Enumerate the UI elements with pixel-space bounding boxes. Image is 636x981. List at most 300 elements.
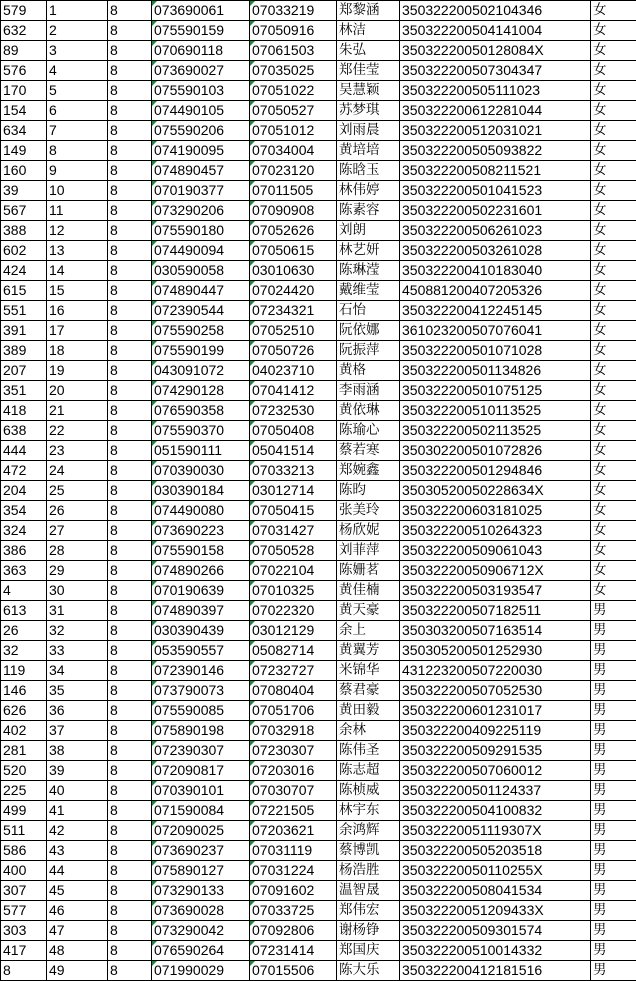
gender-cell[interactable]: 男	[591, 921, 636, 941]
row-id-cell[interactable]: 551	[1, 301, 47, 321]
gender-cell[interactable]: 女	[591, 301, 636, 321]
grade-cell[interactable]: 8	[108, 701, 152, 721]
exam-number-cell[interactable]: 071590084	[152, 801, 250, 821]
gender-cell[interactable]: 女	[591, 481, 636, 501]
exam-number-cell[interactable]: 074490080	[152, 501, 250, 521]
id-number-cell[interactable]: 350322200501124337	[400, 781, 591, 801]
class-code-cell[interactable]: 07232727	[250, 661, 337, 681]
name-cell[interactable]: 陈桢威	[337, 781, 400, 801]
seq-cell[interactable]: 42	[47, 821, 108, 841]
row-id-cell[interactable]: 119	[1, 661, 47, 681]
name-cell[interactable]: 谢杨铮	[337, 921, 400, 941]
exam-number-cell[interactable]: 074890447	[152, 281, 250, 301]
id-number-cell[interactable]: 350303200507163514	[400, 621, 591, 641]
exam-number-cell[interactable]: 075590159	[152, 21, 250, 41]
row-id-cell[interactable]: 417	[1, 941, 47, 961]
exam-number-cell[interactable]: 076590264	[152, 941, 250, 961]
name-cell[interactable]: 林洁	[337, 21, 400, 41]
name-cell[interactable]: 郑国庆	[337, 941, 400, 961]
name-cell[interactable]: 温智晟	[337, 881, 400, 901]
class-code-cell[interactable]: 07033219	[250, 1, 337, 21]
gender-cell[interactable]: 女	[591, 321, 636, 341]
class-code-cell[interactable]: 07022104	[250, 561, 337, 581]
grade-cell[interactable]: 8	[108, 61, 152, 81]
id-number-cell[interactable]: 350305200501252930	[400, 641, 591, 661]
seq-cell[interactable]: 25	[47, 481, 108, 501]
gender-cell[interactable]: 男	[591, 901, 636, 921]
seq-cell[interactable]: 35	[47, 681, 108, 701]
row-id-cell[interactable]: 386	[1, 541, 47, 561]
id-number-cell[interactable]: 350322200507052530	[400, 681, 591, 701]
id-number-cell[interactable]: 350322200505111023	[400, 81, 591, 101]
gender-cell[interactable]: 女	[591, 41, 636, 61]
id-number-cell[interactable]: 350322200501075125	[400, 381, 591, 401]
seq-cell[interactable]: 45	[47, 881, 108, 901]
name-cell[interactable]: 黄依琳	[337, 401, 400, 421]
class-code-cell[interactable]: 07203016	[250, 761, 337, 781]
name-cell[interactable]: 陈素容	[337, 201, 400, 221]
id-number-cell[interactable]: 350322200506261023	[400, 221, 591, 241]
class-code-cell[interactable]: 07030707	[250, 781, 337, 801]
id-number-cell[interactable]: 361023200507076041	[400, 321, 591, 341]
exam-number-cell[interactable]: 073690028	[152, 901, 250, 921]
exam-number-cell[interactable]: 072390307	[152, 741, 250, 761]
grade-cell[interactable]: 8	[108, 521, 152, 541]
exam-number-cell[interactable]: 075590103	[152, 81, 250, 101]
id-number-cell[interactable]: 350322200503261028	[400, 241, 591, 261]
id-number-cell[interactable]: 35030520050228634X	[400, 481, 591, 501]
row-id-cell[interactable]: 281	[1, 741, 47, 761]
row-id-cell[interactable]: 472	[1, 461, 47, 481]
class-code-cell[interactable]: 07032918	[250, 721, 337, 741]
class-code-cell[interactable]: 07035025	[250, 61, 337, 81]
exam-number-cell[interactable]: 053590557	[152, 641, 250, 661]
exam-number-cell[interactable]: 073290206	[152, 201, 250, 221]
seq-cell[interactable]: 14	[47, 261, 108, 281]
exam-number-cell[interactable]: 051590111	[152, 441, 250, 461]
exam-number-cell[interactable]: 075590258	[152, 321, 250, 341]
row-id-cell[interactable]: 363	[1, 561, 47, 581]
class-code-cell[interactable]: 07011505	[250, 181, 337, 201]
row-id-cell[interactable]: 32	[1, 641, 47, 661]
id-number-cell[interactable]: 35032220050906712X	[400, 561, 591, 581]
name-cell[interactable]: 林伟婷	[337, 181, 400, 201]
id-number-cell[interactable]: 431223200507220030	[400, 661, 591, 681]
grade-cell[interactable]: 8	[108, 581, 152, 601]
class-code-cell[interactable]: 04023710	[250, 361, 337, 381]
row-id-cell[interactable]: 579	[1, 1, 47, 21]
grade-cell[interactable]: 8	[108, 921, 152, 941]
row-id-cell[interactable]: 444	[1, 441, 47, 461]
class-code-cell[interactable]: 07061503	[250, 41, 337, 61]
name-cell[interactable]: 戴维莹	[337, 281, 400, 301]
class-code-cell[interactable]: 07010325	[250, 581, 337, 601]
exam-number-cell[interactable]: 030590058	[152, 261, 250, 281]
gender-cell[interactable]: 女	[591, 261, 636, 281]
name-cell[interactable]: 朱弘	[337, 41, 400, 61]
gender-cell[interactable]: 女	[591, 241, 636, 261]
grade-cell[interactable]: 8	[108, 41, 152, 61]
row-id-cell[interactable]: 499	[1, 801, 47, 821]
name-cell[interactable]: 陈琳滢	[337, 261, 400, 281]
seq-cell[interactable]: 7	[47, 121, 108, 141]
exam-number-cell[interactable]: 074190095	[152, 141, 250, 161]
row-id-cell[interactable]: 576	[1, 61, 47, 81]
id-number-cell[interactable]: 350322200612281044	[400, 101, 591, 121]
grade-cell[interactable]: 8	[108, 281, 152, 301]
class-code-cell[interactable]: 05082714	[250, 641, 337, 661]
seq-cell[interactable]: 33	[47, 641, 108, 661]
grade-cell[interactable]: 8	[108, 681, 152, 701]
seq-cell[interactable]: 8	[47, 141, 108, 161]
grade-cell[interactable]: 8	[108, 741, 152, 761]
seq-cell[interactable]: 17	[47, 321, 108, 341]
gender-cell[interactable]: 女	[591, 541, 636, 561]
class-code-cell[interactable]: 07230307	[250, 741, 337, 761]
row-id-cell[interactable]: 391	[1, 321, 47, 341]
id-number-cell[interactable]: 350322200504100832	[400, 801, 591, 821]
seq-cell[interactable]: 41	[47, 801, 108, 821]
gender-cell[interactable]: 女	[591, 341, 636, 361]
gender-cell[interactable]: 男	[591, 601, 636, 621]
name-cell[interactable]: 吴慧颖	[337, 81, 400, 101]
name-cell[interactable]: 蔡君豪	[337, 681, 400, 701]
gender-cell[interactable]: 女	[591, 201, 636, 221]
class-code-cell[interactable]: 07050527	[250, 101, 337, 121]
exam-number-cell[interactable]: 030390184	[152, 481, 250, 501]
gender-cell[interactable]: 女	[591, 501, 636, 521]
grade-cell[interactable]: 8	[108, 641, 152, 661]
seq-cell[interactable]: 26	[47, 501, 108, 521]
seq-cell[interactable]: 44	[47, 861, 108, 881]
row-id-cell[interactable]: 567	[1, 201, 47, 221]
exam-number-cell[interactable]: 070190377	[152, 181, 250, 201]
seq-cell[interactable]: 47	[47, 921, 108, 941]
row-id-cell[interactable]: 204	[1, 481, 47, 501]
exam-number-cell[interactable]: 074490105	[152, 101, 250, 121]
gender-cell[interactable]: 女	[591, 561, 636, 581]
name-cell[interactable]: 陈大乐	[337, 961, 400, 981]
id-number-cell[interactable]: 350322200510264323	[400, 521, 591, 541]
id-number-cell[interactable]: 35032220050128084X	[400, 41, 591, 61]
gender-cell[interactable]: 女	[591, 1, 636, 21]
gender-cell[interactable]: 女	[591, 61, 636, 81]
id-number-cell[interactable]: 350322200501071028	[400, 341, 591, 361]
exam-number-cell[interactable]: 071990029	[152, 961, 250, 981]
row-id-cell[interactable]: 26	[1, 621, 47, 641]
class-code-cell[interactable]: 07051022	[250, 81, 337, 101]
class-code-cell[interactable]: 07203621	[250, 821, 337, 841]
grade-cell[interactable]: 8	[108, 101, 152, 121]
class-code-cell[interactable]: 07024420	[250, 281, 337, 301]
id-number-cell[interactable]: 350322200507182511	[400, 601, 591, 621]
grade-cell[interactable]: 8	[108, 841, 152, 861]
id-number-cell[interactable]: 350322200503193547	[400, 581, 591, 601]
name-cell[interactable]: 余鸿辉	[337, 821, 400, 841]
grade-cell[interactable]: 8	[108, 141, 152, 161]
row-id-cell[interactable]: 225	[1, 781, 47, 801]
row-id-cell[interactable]: 303	[1, 921, 47, 941]
exam-number-cell[interactable]: 070390101	[152, 781, 250, 801]
row-id-cell[interactable]: 146	[1, 681, 47, 701]
name-cell[interactable]: 陈昀	[337, 481, 400, 501]
grade-cell[interactable]: 8	[108, 801, 152, 821]
row-id-cell[interactable]: 149	[1, 141, 47, 161]
id-number-cell[interactable]: 350322200509291535	[400, 741, 591, 761]
name-cell[interactable]: 黄格	[337, 361, 400, 381]
name-cell[interactable]: 陈志超	[337, 761, 400, 781]
row-id-cell[interactable]: 354	[1, 501, 47, 521]
grade-cell[interactable]: 8	[108, 401, 152, 421]
grade-cell[interactable]: 8	[108, 241, 152, 261]
id-number-cell[interactable]: 350322200502113525	[400, 421, 591, 441]
grade-cell[interactable]: 8	[108, 541, 152, 561]
name-cell[interactable]: 李雨涵	[337, 381, 400, 401]
gender-cell[interactable]: 男	[591, 821, 636, 841]
grade-cell[interactable]: 8	[108, 201, 152, 221]
grade-cell[interactable]: 8	[108, 961, 152, 981]
grade-cell[interactable]: 8	[108, 881, 152, 901]
id-number-cell[interactable]: 350322200508211521	[400, 161, 591, 181]
name-cell[interactable]: 林宇东	[337, 801, 400, 821]
class-code-cell[interactable]: 07050916	[250, 21, 337, 41]
grade-cell[interactable]: 8	[108, 81, 152, 101]
seq-cell[interactable]: 20	[47, 381, 108, 401]
class-code-cell[interactable]: 07051706	[250, 701, 337, 721]
seq-cell[interactable]: 11	[47, 201, 108, 221]
class-code-cell[interactable]: 03012714	[250, 481, 337, 501]
seq-cell[interactable]: 29	[47, 561, 108, 581]
name-cell[interactable]: 阮振萍	[337, 341, 400, 361]
exam-number-cell[interactable]: 075590206	[152, 121, 250, 141]
row-id-cell[interactable]: 638	[1, 421, 47, 441]
class-code-cell[interactable]: 07033213	[250, 461, 337, 481]
row-id-cell[interactable]: 402	[1, 721, 47, 741]
gender-cell[interactable]: 女	[591, 221, 636, 241]
class-code-cell[interactable]: 07050408	[250, 421, 337, 441]
exam-number-cell[interactable]: 070390030	[152, 461, 250, 481]
class-code-cell[interactable]: 07050726	[250, 341, 337, 361]
grade-cell[interactable]: 8	[108, 221, 152, 241]
exam-number-cell[interactable]: 070690118	[152, 41, 250, 61]
seq-cell[interactable]: 27	[47, 521, 108, 541]
exam-number-cell[interactable]: 075890198	[152, 721, 250, 741]
exam-number-cell[interactable]: 074890457	[152, 161, 250, 181]
class-code-cell[interactable]: 07031427	[250, 521, 337, 541]
class-code-cell[interactable]: 07034004	[250, 141, 337, 161]
id-number-cell[interactable]: 350322200508041534	[400, 881, 591, 901]
row-id-cell[interactable]: 602	[1, 241, 47, 261]
row-id-cell[interactable]: 170	[1, 81, 47, 101]
id-number-cell[interactable]: 350322200505093822	[400, 141, 591, 161]
gender-cell[interactable]: 女	[591, 21, 636, 41]
name-cell[interactable]: 陈瑜心	[337, 421, 400, 441]
id-number-cell[interactable]: 350322200507060012	[400, 761, 591, 781]
exam-number-cell[interactable]: 073690027	[152, 61, 250, 81]
gender-cell[interactable]: 男	[591, 941, 636, 961]
row-id-cell[interactable]: 388	[1, 221, 47, 241]
name-cell[interactable]: 杨欣妮	[337, 521, 400, 541]
gender-cell[interactable]: 男	[591, 681, 636, 701]
class-code-cell[interactable]: 07090908	[250, 201, 337, 221]
class-code-cell[interactable]: 07050615	[250, 241, 337, 261]
seq-cell[interactable]: 30	[47, 581, 108, 601]
exam-number-cell[interactable]: 073790073	[152, 681, 250, 701]
class-code-cell[interactable]: 07234321	[250, 301, 337, 321]
seq-cell[interactable]: 21	[47, 401, 108, 421]
seq-cell[interactable]: 43	[47, 841, 108, 861]
id-number-cell[interactable]: 350322200510113525	[400, 401, 591, 421]
class-code-cell[interactable]: 07031119	[250, 841, 337, 861]
seq-cell[interactable]: 34	[47, 661, 108, 681]
gender-cell[interactable]: 男	[591, 761, 636, 781]
id-number-cell[interactable]: 350322200501134826	[400, 361, 591, 381]
seq-cell[interactable]: 38	[47, 741, 108, 761]
class-code-cell[interactable]: 07051012	[250, 121, 337, 141]
row-id-cell[interactable]: 626	[1, 701, 47, 721]
id-number-cell[interactable]: 350322200501041523	[400, 181, 591, 201]
gender-cell[interactable]: 女	[591, 281, 636, 301]
name-cell[interactable]: 张美玲	[337, 501, 400, 521]
gender-cell[interactable]: 男	[591, 801, 636, 821]
seq-cell[interactable]: 22	[47, 421, 108, 441]
row-id-cell[interactable]: 307	[1, 881, 47, 901]
grade-cell[interactable]: 8	[108, 341, 152, 361]
grade-cell[interactable]: 8	[108, 261, 152, 281]
id-number-cell[interactable]: 350322200409225119	[400, 721, 591, 741]
seq-cell[interactable]: 31	[47, 601, 108, 621]
exam-number-cell[interactable]: 072390544	[152, 301, 250, 321]
id-number-cell[interactable]: 350322200412181516	[400, 961, 591, 981]
id-number-cell[interactable]: 350322200502231601	[400, 201, 591, 221]
name-cell[interactable]: 蔡若寒	[337, 441, 400, 461]
gender-cell[interactable]: 男	[591, 861, 636, 881]
id-number-cell[interactable]: 350322200601231017	[400, 701, 591, 721]
row-id-cell[interactable]: 418	[1, 401, 47, 421]
id-number-cell[interactable]: 350322200509061043	[400, 541, 591, 561]
seq-cell[interactable]: 6	[47, 101, 108, 121]
gender-cell[interactable]: 男	[591, 661, 636, 681]
seq-cell[interactable]: 9	[47, 161, 108, 181]
seq-cell[interactable]: 4	[47, 61, 108, 81]
id-number-cell[interactable]: 350322200502104346	[400, 1, 591, 21]
gender-cell[interactable]: 男	[591, 841, 636, 861]
gender-cell[interactable]: 女	[591, 361, 636, 381]
row-id-cell[interactable]: 613	[1, 601, 47, 621]
grade-cell[interactable]: 8	[108, 941, 152, 961]
seq-cell[interactable]: 23	[47, 441, 108, 461]
seq-cell[interactable]: 12	[47, 221, 108, 241]
id-number-cell[interactable]: 350322200603181025	[400, 501, 591, 521]
grade-cell[interactable]: 8	[108, 861, 152, 881]
id-number-cell[interactable]: 350322200412245145	[400, 301, 591, 321]
gender-cell[interactable]: 女	[591, 441, 636, 461]
row-id-cell[interactable]: 89	[1, 41, 47, 61]
gender-cell[interactable]: 男	[591, 641, 636, 661]
exam-number-cell[interactable]: 073690237	[152, 841, 250, 861]
grade-cell[interactable]: 8	[108, 181, 152, 201]
gender-cell[interactable]: 女	[591, 181, 636, 201]
grade-cell[interactable]: 8	[108, 721, 152, 741]
exam-number-cell[interactable]: 072090025	[152, 821, 250, 841]
id-number-cell[interactable]: 350322200509301574	[400, 921, 591, 941]
exam-number-cell[interactable]: 073290133	[152, 881, 250, 901]
gender-cell[interactable]: 女	[591, 141, 636, 161]
grade-cell[interactable]: 8	[108, 441, 152, 461]
seq-cell[interactable]: 18	[47, 341, 108, 361]
class-code-cell[interactable]: 07050528	[250, 541, 337, 561]
exam-number-cell[interactable]: 074290128	[152, 381, 250, 401]
id-number-cell[interactable]: 350322200507304347	[400, 61, 591, 81]
class-code-cell[interactable]: 07080404	[250, 681, 337, 701]
gender-cell[interactable]: 男	[591, 721, 636, 741]
name-cell[interactable]: 刘朗	[337, 221, 400, 241]
row-id-cell[interactable]: 586	[1, 841, 47, 861]
exam-number-cell[interactable]: 074890397	[152, 601, 250, 621]
name-cell[interactable]: 米锦华	[337, 661, 400, 681]
id-number-cell[interactable]: 350322200512031021	[400, 121, 591, 141]
exam-number-cell[interactable]: 073290042	[152, 921, 250, 941]
gender-cell[interactable]: 女	[591, 401, 636, 421]
name-cell[interactable]: 杨浩胜	[337, 861, 400, 881]
class-code-cell[interactable]: 07041412	[250, 381, 337, 401]
id-number-cell[interactable]: 350322200510014332	[400, 941, 591, 961]
seq-cell[interactable]: 49	[47, 961, 108, 981]
class-code-cell[interactable]: 07033725	[250, 901, 337, 921]
seq-cell[interactable]: 39	[47, 761, 108, 781]
seq-cell[interactable]: 24	[47, 461, 108, 481]
seq-cell[interactable]: 5	[47, 81, 108, 101]
row-id-cell[interactable]: 324	[1, 521, 47, 541]
exam-number-cell[interactable]: 075590370	[152, 421, 250, 441]
grade-cell[interactable]: 8	[108, 821, 152, 841]
grade-cell[interactable]: 8	[108, 661, 152, 681]
name-cell[interactable]: 刘雨晨	[337, 121, 400, 141]
gender-cell[interactable]: 女	[591, 521, 636, 541]
class-code-cell[interactable]: 07023120	[250, 161, 337, 181]
row-id-cell[interactable]: 511	[1, 821, 47, 841]
name-cell[interactable]: 余林	[337, 721, 400, 741]
name-cell[interactable]: 黄天豪	[337, 601, 400, 621]
seq-cell[interactable]: 10	[47, 181, 108, 201]
name-cell[interactable]: 郑伟宏	[337, 901, 400, 921]
name-cell[interactable]: 苏梦琪	[337, 101, 400, 121]
id-number-cell[interactable]: 350322200501294846	[400, 461, 591, 481]
name-cell[interactable]: 黄田毅	[337, 701, 400, 721]
exam-number-cell[interactable]: 076590358	[152, 401, 250, 421]
name-cell[interactable]: 林艺妍	[337, 241, 400, 261]
class-code-cell[interactable]: 07231414	[250, 941, 337, 961]
grade-cell[interactable]: 8	[108, 121, 152, 141]
grade-cell[interactable]: 8	[108, 461, 152, 481]
grade-cell[interactable]: 8	[108, 561, 152, 581]
exam-number-cell[interactable]: 070190639	[152, 581, 250, 601]
exam-number-cell[interactable]: 072090817	[152, 761, 250, 781]
row-id-cell[interactable]: 389	[1, 341, 47, 361]
name-cell[interactable]: 陈晗玉	[337, 161, 400, 181]
class-code-cell[interactable]: 07232530	[250, 401, 337, 421]
gender-cell[interactable]: 男	[591, 961, 636, 981]
row-id-cell[interactable]: 154	[1, 101, 47, 121]
row-id-cell[interactable]: 632	[1, 21, 47, 41]
exam-number-cell[interactable]: 075890127	[152, 861, 250, 881]
gender-cell[interactable]: 女	[591, 161, 636, 181]
class-code-cell[interactable]: 07050415	[250, 501, 337, 521]
grade-cell[interactable]: 8	[108, 361, 152, 381]
grade-cell[interactable]: 8	[108, 301, 152, 321]
exam-number-cell[interactable]: 043091072	[152, 361, 250, 381]
gender-cell[interactable]: 女	[591, 421, 636, 441]
